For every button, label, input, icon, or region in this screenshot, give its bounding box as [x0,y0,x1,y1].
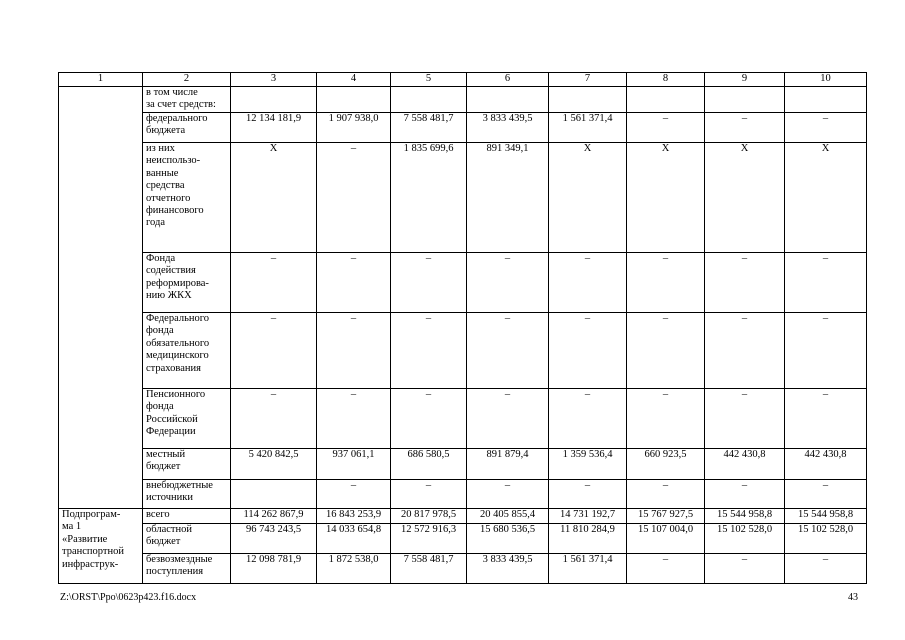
value-cell: 7 558 481,7 [391,113,467,143]
value-cell: – [391,389,467,449]
row-label: из них неиспользо- ванные средства отчетного финансового года [143,143,231,253]
row-label: федерального бюджета [143,113,231,143]
value-cell [627,87,705,113]
value-cell: – [467,253,549,313]
table-body [59,73,867,584]
value-cell: – [467,313,549,389]
value-cell: 96 743 243,5 [231,524,317,554]
value-cell: 20 405 855,4 [467,509,549,524]
page-number: 43 [848,592,858,603]
value-cell: – [705,389,785,449]
value-cell: – [627,389,705,449]
value-cell: 1 561 371,4 [549,554,627,584]
value-cell: 15 544 958,8 [785,509,867,524]
value-cell: 16 843 253,9 [317,509,391,524]
value-cell: 1 835 699,6 [391,143,467,253]
header-cell: 7 [549,73,627,87]
value-cell [231,87,317,113]
value-cell: X [705,143,785,253]
value-cell: 891 879,4 [467,449,549,480]
value-cell [317,87,391,113]
header-cell: 8 [627,73,705,87]
value-cell [231,480,317,509]
budget-table [58,72,867,584]
value-cell: 12 098 781,9 [231,554,317,584]
header-cell: 10 [785,73,867,87]
value-cell: – [549,313,627,389]
header-cell: 5 [391,73,467,87]
value-cell: – [549,480,627,509]
value-cell: – [627,253,705,313]
value-cell: 686 580,5 [391,449,467,480]
header-cell: 1 [59,73,143,87]
value-cell: – [705,253,785,313]
row-label: областной бюджет [143,524,231,554]
value-cell: 442 430,8 [785,449,867,480]
header-cell: 9 [705,73,785,87]
value-cell: – [317,389,391,449]
value-cell: – [549,389,627,449]
value-cell: – [785,113,867,143]
value-cell: – [627,313,705,389]
value-cell: 7 558 481,7 [391,554,467,584]
value-cell: – [317,480,391,509]
value-cell: 15 680 536,5 [467,524,549,554]
value-cell [705,87,785,113]
value-cell: 15 107 004,0 [627,524,705,554]
value-cell: – [231,253,317,313]
table-row [59,449,867,480]
value-cell: 3 833 439,5 [467,554,549,584]
value-cell: 114 262 867,9 [231,509,317,524]
table-row [59,554,867,584]
value-cell: 15 544 958,8 [705,509,785,524]
value-cell: – [705,480,785,509]
value-cell: 11 810 284,9 [549,524,627,554]
row-label: Фонда содействия реформирова- нию ЖКХ [143,253,231,313]
row-label: Федерального фонда обязательного медицинского страхования [143,313,231,389]
value-cell: 937 061,1 [317,449,391,480]
table-row [59,524,867,554]
value-cell: – [391,313,467,389]
value-cell: 20 817 978,5 [391,509,467,524]
value-cell: – [467,389,549,449]
value-cell: 12 572 916,3 [391,524,467,554]
value-cell: 15 102 528,0 [785,524,867,554]
value-cell: X [549,143,627,253]
table-row [59,143,867,253]
value-cell: – [549,253,627,313]
file-path: Z:\ORST\Ppo\0623p423.f16.docx [60,592,197,603]
value-cell: – [705,313,785,389]
value-cell: – [391,480,467,509]
value-cell: – [785,313,867,389]
table-row [59,253,867,313]
value-cell [785,87,867,113]
value-cell: X [785,143,867,253]
table-row [59,389,867,449]
value-cell: – [231,389,317,449]
value-cell: 1 561 371,4 [549,113,627,143]
value-cell: – [627,554,705,584]
table-row [59,313,867,389]
row-label: Пенсионного фонда Российской Федерации [143,389,231,449]
value-cell: 14 731 192,7 [549,509,627,524]
table-row [59,509,867,524]
value-cell: 15 102 528,0 [705,524,785,554]
value-cell: 442 430,8 [705,449,785,480]
value-cell: – [231,313,317,389]
table-row [59,480,867,509]
program-name-cell: Подпрограм- ма 1 «Развитие транспортной инфраструк- [59,509,143,584]
value-cell: 891 349,1 [467,143,549,253]
value-cell: – [391,253,467,313]
row-label: местный бюджет [143,449,231,480]
value-cell: – [317,253,391,313]
value-cell [549,87,627,113]
value-cell: – [467,480,549,509]
table-header-row [59,73,867,87]
value-cell: – [627,480,705,509]
value-cell: 3 833 439,5 [467,113,549,143]
row-label: в том числе за счет средств: [143,87,231,113]
row-label: безвозмездные поступления [143,554,231,584]
value-cell: 15 767 927,5 [627,509,705,524]
table-row [59,113,867,143]
value-cell: 1 907 938,0 [317,113,391,143]
value-cell [467,87,549,113]
header-cell: 3 [231,73,317,87]
value-cell: – [705,113,785,143]
value-cell: – [627,113,705,143]
value-cell: 660 923,5 [627,449,705,480]
value-cell: – [317,313,391,389]
value-cell [391,87,467,113]
value-cell: X [627,143,705,253]
header-cell: 6 [467,73,549,87]
value-cell: – [317,143,391,253]
value-cell: – [705,554,785,584]
value-cell: – [785,253,867,313]
value-cell: 1 872 538,0 [317,554,391,584]
row-label: внебюджетные источники [143,480,231,509]
value-cell: – [785,554,867,584]
value-cell: – [785,389,867,449]
header-cell: 4 [317,73,391,87]
empty-program-cell [59,87,143,509]
table-row [59,87,867,113]
value-cell: 14 033 654,8 [317,524,391,554]
row-label: всего [143,509,231,524]
value-cell: X [231,143,317,253]
value-cell: 12 134 181,9 [231,113,317,143]
header-cell: 2 [143,73,231,87]
value-cell: – [785,480,867,509]
value-cell: 5 420 842,5 [231,449,317,480]
value-cell: 1 359 536,4 [549,449,627,480]
